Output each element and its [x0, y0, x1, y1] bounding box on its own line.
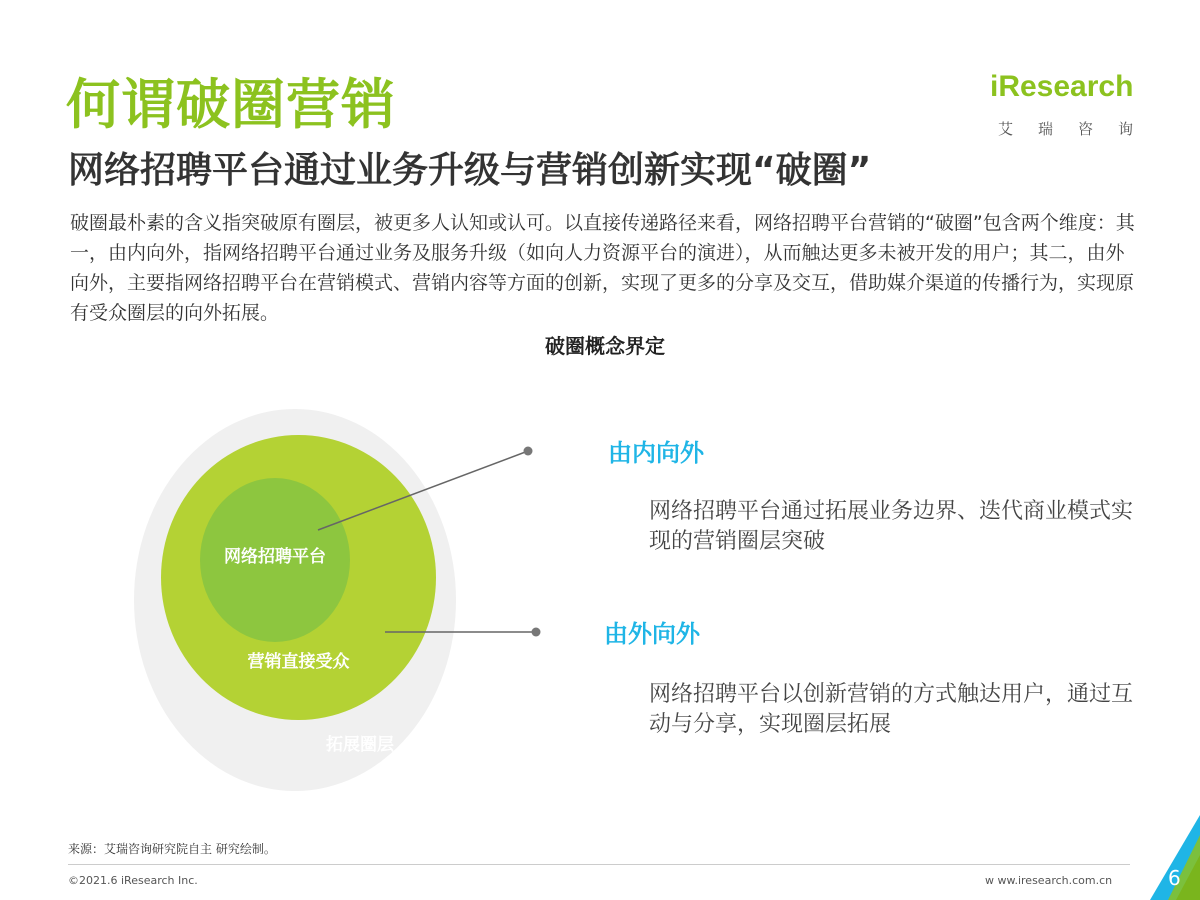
heading-inside-out: 由内向外	[608, 439, 704, 467]
copyright-text: ©2021.6 iResearch Inc.	[68, 874, 198, 887]
description-inside-out: 网络招聘平台通过拓展业务边界、迭代商业模式实现的营销圈层突破	[649, 499, 1134, 554]
connector-dot-outside-out	[532, 628, 541, 637]
heading-outside-out: 由外向外	[604, 620, 700, 648]
connector-line-inside-out	[318, 451, 528, 530]
description-outside-out: 网络招聘平台以创新营销的方式触达用户，通过互动与分享，实现圈层拓展	[649, 682, 1134, 737]
footer-divider	[68, 864, 1130, 865]
website-link[interactable]: w ww.iresearch.com.cn	[985, 874, 1113, 887]
source-note: 来源：艾瑞咨询研究院自主 研究绘制。	[68, 842, 276, 856]
iresearch-logo: iResearch	[990, 70, 1134, 103]
page-title: 何谓破圈营销	[66, 73, 396, 136]
page-subtitle: 网络招聘平台通过业务升级与营销创新实现“破圈”	[68, 150, 872, 191]
middle-circle-label: 营销直接受众	[247, 652, 350, 672]
connector-dot-inside-out	[524, 447, 533, 456]
diagram-title: 破圈概念界定	[545, 334, 665, 358]
intro-paragraph: 破圈最朴素的含义指突破原有圈层，被更多人认知或认可。以直接传递路径来看，网络招聘平台营销的“破圈”包含两个维度：其一，由内向外，指网络招聘平台通过业务及服务升级（如向人力资源平台的演进），从而触达更多未被开发的用户；其二，由外向外，主要指网络招聘平台在营销模式、营销内容等方面的创新，实现了更多的分享及交互，借助媒介渠道的传播行为，实现原有受众圈层的向外拓展。	[70, 212, 1135, 324]
outer-circle-label: 拓展圈层	[326, 735, 394, 755]
iresearch-logo-cn: 艾瑞咨询	[998, 120, 1159, 138]
page-number: 6	[1168, 866, 1181, 890]
inner-circle-label: 网络招聘平台	[224, 547, 326, 567]
